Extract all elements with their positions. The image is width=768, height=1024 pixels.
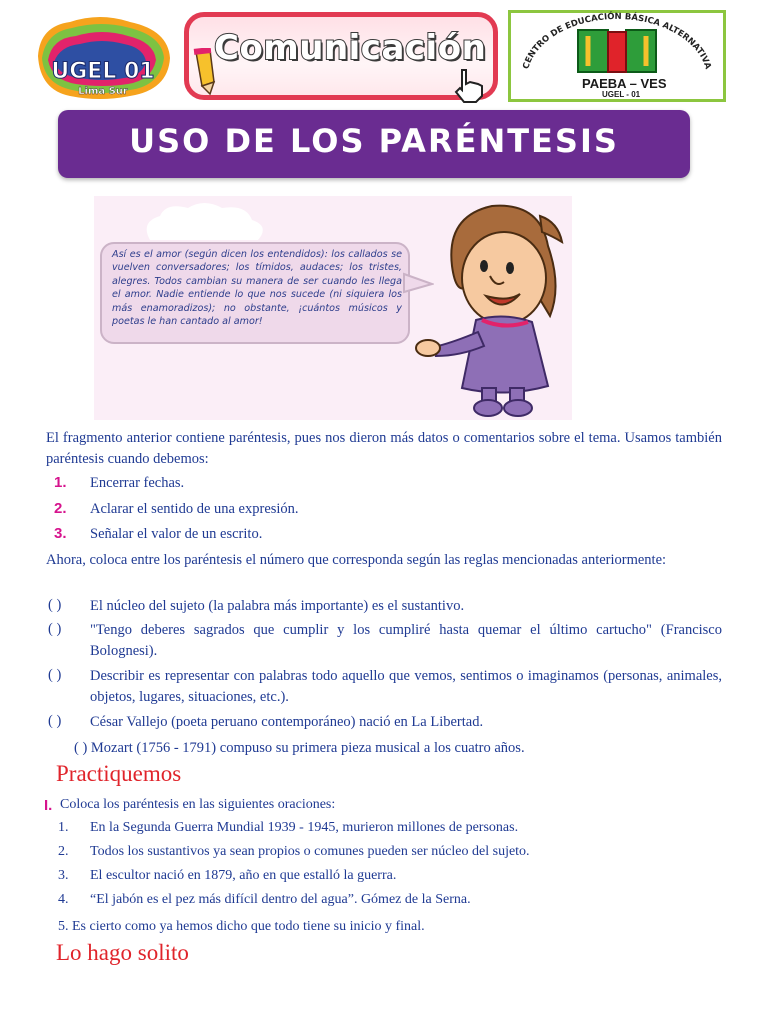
footer-heading: Lo hago solito (56, 940, 189, 965)
paeba-title: PAEBA – VES (582, 76, 667, 91)
girl-character (412, 196, 572, 420)
intro-paragraph: El fragmento anterior contiene paréntesis, pues nos dieron más datos o comentarios sobre el tema. Usamos también paréntesis cuando debemos: (46, 430, 722, 467)
roman-numeral: I. (44, 797, 53, 814)
answer-blank[interactable]: ( ) (48, 713, 62, 729)
answer-blank[interactable]: ( ) (48, 597, 62, 613)
comunicacion-logo (180, 8, 502, 104)
ugel-logo-sub: Lima Sur (78, 86, 128, 97)
rule-text: Aclarar el sentido de una expresión. (90, 501, 299, 517)
practice-text: El escultor nació en 1879, año en que estalló la guerra. (90, 868, 397, 883)
ugel-logo (30, 8, 176, 104)
practice-text: En la Segunda Guerra Mundial 1939 - 1945, murieron millones de personas. (90, 820, 519, 835)
instruction-paragraph: Ahora, coloca entre los paréntesis el número que corresponda según las reglas mencionadas anteriormente: (46, 552, 667, 568)
practice-text: Todos los sustantivos ya sean propios o comunes pueden ser núcleo del sujeto. (90, 844, 530, 859)
title-banner (58, 110, 690, 178)
practice-number: 3. (58, 868, 69, 883)
practice-text: “El jabón es el pez más difícil dentro del agua”. Gómez de la Serna. (90, 892, 471, 907)
paeba-sub: UGEL - 01 (602, 90, 641, 99)
ugel-logo-name: UGEL 01 (51, 59, 155, 84)
illustration (94, 196, 572, 420)
pencil-icon (188, 48, 228, 98)
cloud-shape (140, 200, 270, 244)
practice-instruction: Coloca los paréntesis en las siguientes oraciones: (60, 797, 336, 812)
practice-number: 2. (58, 844, 69, 859)
exercise-text: César Vallejo (poeta peruano contemporáneo) nació en La Libertad. (90, 714, 484, 730)
rule-text: Señalar el valor de un escrito. (90, 526, 263, 542)
rule-number: 1. (54, 474, 67, 491)
practice-number: 4. (58, 892, 69, 907)
cursor-hand-icon (450, 66, 490, 104)
page-title: USO DE LOS PARÉNTESIS (129, 122, 619, 160)
exercise-text: El núcleo del sujeto (la palabra más importante) es el sustantivo. (90, 598, 465, 614)
answer-blank[interactable]: ( ) (48, 621, 62, 637)
answer-blank[interactable]: ( ) (48, 667, 62, 683)
paeba-logo (508, 10, 726, 102)
exercise-last: ( ) Mozart (1756 - 1791) compuso su primera pieza musical a los cuatro años. (74, 740, 525, 756)
speech-bubble (100, 242, 410, 344)
practice-number: 1. (58, 820, 69, 835)
practice-item-5: 5. Es cierto como ya hemos dicho que todo tiene su inicio y final. (58, 919, 425, 934)
practice-heading: Practiquemos (56, 761, 182, 786)
paeba-arc-text: CENTRO DE EDUCACIÓN BÁSICA ALTERNATIVA (521, 11, 713, 71)
rule-number: 3. (54, 525, 67, 542)
exercise-text: "Tengo deberes sagrados que cumplir y los cumpliré hasta quemar el último cartucho" (Francisco Bolognesi). (90, 622, 722, 659)
rule-number: 2. (54, 500, 67, 517)
rule-text: Encerrar fechas. (90, 475, 185, 491)
bubble-text: Así es el amor (según dicen los entendidos): los callados se vuelven conversadores; los tímidos, audaces; los tristes, alegres. Todos cambian su manera de ser cuando les llega el amor. Nadie entiende lo que nos sucede (ni siquiera los más enamoradizos); no obstante, ¡cuántos músicos y poetas le han cantado al amor! (112, 249, 402, 328)
comunicacion-title: Comunicación (214, 28, 487, 68)
exercise-text: Describir es representar con palabras todo aquello que vemos, sentimos o imaginamos (personas, animales, objetos, lugares, situaciones, etc.). (90, 668, 722, 705)
